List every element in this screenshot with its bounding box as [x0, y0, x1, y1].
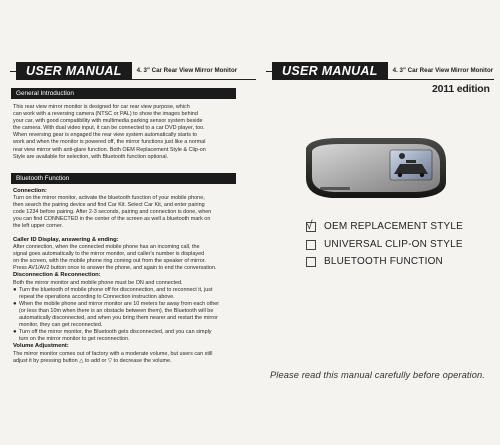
- text-line: automatically disconnected, and when you bring them nearer and restart the mirror: [19, 315, 218, 322]
- bullet-icon: ●: [13, 286, 17, 293]
- option-oem-replacement: [306, 217, 464, 232]
- disconnection-title: Disconnection & Reconnection:: [13, 272, 101, 279]
- checkbox-unchecked: [306, 240, 316, 250]
- list-item: [13, 329, 249, 343]
- text-line: signal goes automatically to the mirror monitor, and caller's number is displayed: [13, 251, 205, 258]
- general-intro-text: [13, 104, 245, 161]
- connection-title: Connection:: [13, 188, 47, 194]
- text-line: the left upper corner.: [13, 223, 63, 230]
- option-label: BLUETOOTH FUNCTION: [324, 256, 443, 267]
- text-line: Style are available for selection, with Bluetooth function optional.: [13, 153, 169, 160]
- text-line: repeat the operations according to Connection instruction above.: [19, 293, 175, 300]
- text-line: on the screen, with the mobile phone ring coming out from the speaker of mirror.: [13, 258, 206, 265]
- product-subtitle: 4. 3" Car Rear View Mirror Monitor: [132, 62, 256, 80]
- mirror-monitor-illustration: [300, 134, 450, 204]
- text-line: Both the mirror monitor and mobile phone must be ON and connected.: [13, 279, 183, 286]
- text-line: then search the pairing device and find Car Kit. Select Car Kit, and enter pairing: [13, 202, 205, 209]
- checkbox-unchecked: [306, 257, 316, 267]
- text-line: adjust it by pressing button △ to add or ▽ to decrease the volume.: [13, 357, 172, 364]
- bullet-icon: ●: [13, 329, 17, 336]
- edition-label: 2011 edition: [432, 83, 490, 95]
- text-line: When reversing gear is engaged the rear view system automatically starts to: [13, 132, 198, 139]
- checkbox-checked: [306, 217, 316, 232]
- text-line: turn on the mirror monitor to get reconnection.: [19, 336, 130, 343]
- read-manual-note: Please read this manual carefully before operation.: [270, 370, 485, 380]
- text-line: rear view mirror with anti-glare function. Both OEM Replacement Style & Clip-on: [13, 146, 206, 153]
- product-subtitle: 4. 3" Car Rear View Mirror Monitor: [388, 62, 494, 80]
- option-label: OEM REPLACEMENT STYLE: [324, 221, 464, 232]
- mirror-monitor-image: [300, 134, 450, 204]
- bluetooth-heading: Bluetooth Function: [11, 173, 236, 184]
- list-item: [13, 301, 249, 329]
- text-line: Press AV1/AV2 button once to answer the phone, and again to end the conversation.: [13, 265, 217, 272]
- text-line: Turn the bluetooth of mobile phone off for disconnection, and to reconnect it, just: [19, 286, 213, 293]
- connection-section: [13, 188, 249, 231]
- text-line: Turn on the mirror monitor, activate the bluetooth function of your mobile phone,: [13, 195, 205, 202]
- caller-id-section: [13, 237, 249, 365]
- text-line: you can find CONNECTED in the center of the screen as well a bluetooth mark on: [13, 216, 211, 223]
- general-intro-heading: General Introduction: [11, 88, 236, 99]
- text-line: This rear view mirror monitor is designed for car rear view purpose, which: [13, 104, 190, 110]
- option-label: UNIVERSAL CLIP-ON STYLE: [324, 239, 463, 250]
- list-item: [13, 287, 249, 301]
- header-banner-right: [266, 62, 494, 80]
- manual-title: USER MANUAL: [272, 62, 388, 80]
- volume-title: Volume Adjustment:: [13, 343, 69, 350]
- option-universal-clip-on: [306, 239, 463, 250]
- bullet-icon: ●: [13, 300, 17, 307]
- manual-title: USER MANUAL: [16, 62, 132, 80]
- text-line: Turn off the mirror monitor, the Bluetooth gets disconnected, and you can simply: [19, 329, 212, 336]
- text-line: (or less than 10m when there is an obstacle between them), the Bluetooth will be: [19, 307, 214, 314]
- caller-id-title: Caller ID Display, answering & ending:: [13, 237, 119, 243]
- header-banner-left: [10, 62, 256, 80]
- text-line: work and when the monitor is powered off, the mirror functions just like a normal: [13, 139, 206, 146]
- text-line: your car, with good compatibility with multimedia parking sensor system beside: [13, 118, 203, 125]
- text-line: After connection, when the connected mobile phone has an incoming call, the: [13, 244, 200, 251]
- text-line: the camera. With dual video input, it can be connected to a car DVD player, too.: [13, 125, 205, 132]
- checkmark-icon: √: [306, 217, 313, 232]
- text-line: When the mobile phone and mirror monitor are 10 meters far away from each other: [19, 300, 220, 307]
- text-line: The mirror monitor comes out of factory with a moderate volume, but users can still: [13, 350, 213, 357]
- option-bluetooth-function: [306, 256, 443, 267]
- text-line: can work with a reversing camera (NTSC or PAL) to show the images behind: [13, 111, 198, 118]
- text-line: monitor, they can get reconnected.: [19, 322, 103, 329]
- text-line: code 1234 before pairing. After 2-3 seconds, pairing and connection is done, when: [13, 209, 212, 216]
